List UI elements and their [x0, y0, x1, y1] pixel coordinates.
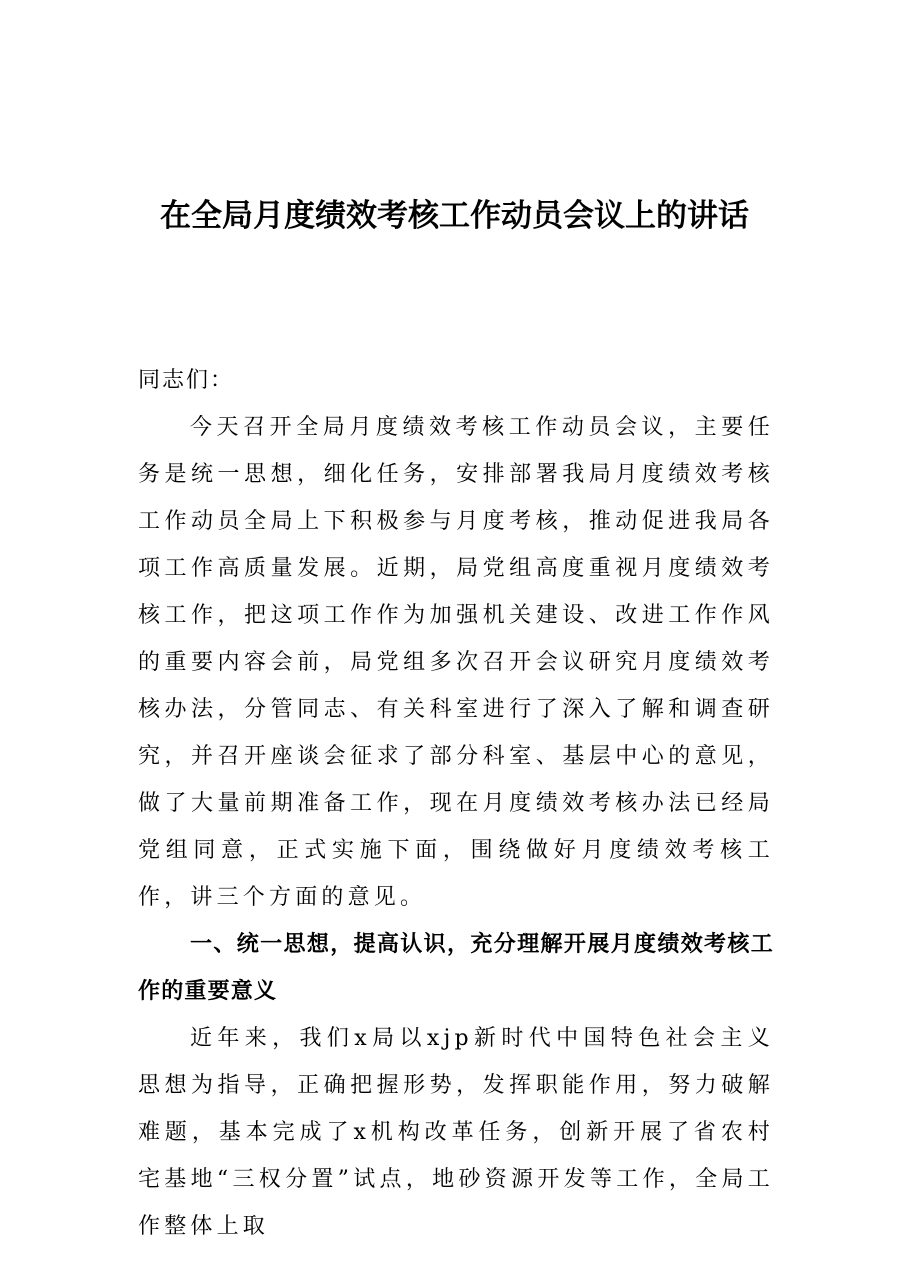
salutation: 同志们： [138, 368, 235, 393]
document-title: 在全局月度绩效考核工作动员会议上的讲话 [160, 198, 749, 234]
document-body [138, 357, 774, 1250]
section-heading-1: 一、统一思想，提高认识，充分理解开展月度绩效考核工作的重要意义 [138, 932, 774, 1004]
section-paragraph-1: 近年来，我们x局以xjp新时代中国特色社会主义思想为指导，正确把握形势，发挥职能作用，努力破解难题，基本完成了x机构改革任务，创新开展了省农村宅基地“三权分置”试点，地砂资源开发等工作，全局工作整体上取 [138, 1026, 774, 1239]
intro-paragraph: 今天召开全局月度绩效考核工作动员会议，主要任务是统一思想，细化任务，安排部署我局月度绩效考核工作动员全局上下积极参与月度考核，推动促进我局各项工作高质量发展。近期，局党组高度重视月度绩效考核工作，把这项工作作为加强机关建设、改进工作作风的重要内容会前，局党组多次召开会议研究月度绩效考核办法，分管同志、有关科室进行了深入了解和调查研究，并召开座谈会征求了部分科室、基层中心的意见，做了大量前期准备工作，现在月度绩效考核办法已经局党组同意，正式实施下面，围绕做好月度绩效考核工作，讲三个方面的意见。 [138, 415, 774, 910]
